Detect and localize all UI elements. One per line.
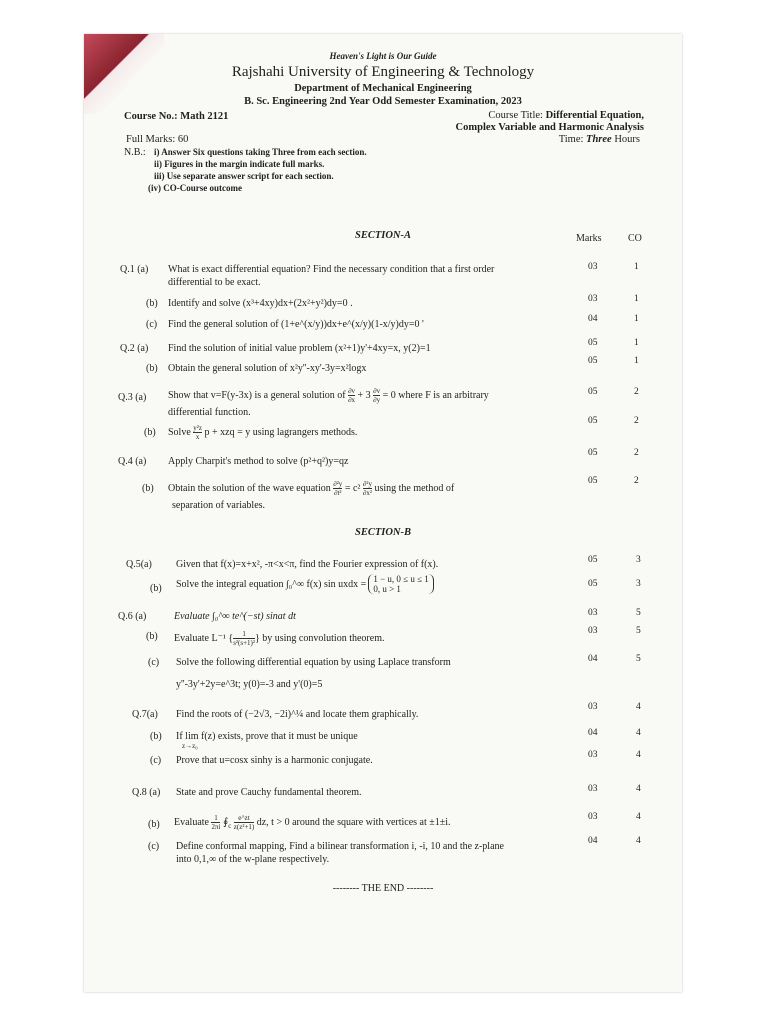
q5a-marks: 05 <box>588 555 598 565</box>
q2b-number: (b) <box>146 363 158 374</box>
q4b-text: Obtain the solution of the wave equation $\frac{\text{∂²y}}{\text{∂t²}}$ = c² $\frac{\text{∂²y}}{\text{∂x²}}$ using the method of <box>168 480 455 497</box>
q2b-marks: 05 <box>588 356 598 366</box>
q7a-co: 4 <box>636 702 641 712</box>
q6a-text: Evaluate ∫₀^∞ te^(−st) sinat dt <box>174 611 296 622</box>
q1c-text: Find the general solution of (1+e^(x/y))dx+e^(x/y)(1-x/y)dy=0 ' <box>168 319 424 330</box>
q3a-co: 2 <box>634 387 639 397</box>
q1a-text-cont: differential to be exact. <box>168 277 261 288</box>
q4b-number: (b) <box>142 483 154 494</box>
course-number: Course No.: Math 2121 <box>124 111 229 122</box>
department-name: Department of Mechanical Engineering <box>294 83 472 94</box>
q3a-text: Show that v=F(y-3x) is a general solution of $\frac{\partial v}{\partial x}$ + 3 $\frac{\partial v}{\partial y}$ = 0 where F is an arbitrary <box>168 387 489 404</box>
q5b-text: Solve the integral equation ∫₀^∞ f(x) sin uxdx = 1 − u, 0 ≤ u ≤ 1 0, u > 1 <box>176 574 434 594</box>
q2b-text: Obtain the general solution of x²y''-xy'-3y=x²logx <box>168 363 367 374</box>
q5a-text: Given that f(x)=x+x², -π<x<π, find the Fourier expression of f(x). <box>176 559 439 570</box>
q7b-text: If lim f(z) exists, prove that it must be unique <box>176 731 358 742</box>
q8c-co: 4 <box>636 836 641 846</box>
nb-label: N.B.: <box>124 147 146 158</box>
section-a-title: SECTION-A <box>354 230 411 241</box>
q3b-co: 2 <box>634 416 639 426</box>
q7c-co: 4 <box>636 750 641 760</box>
q4a-text: Apply Charpit's method to solve (p²+q²)y=qz <box>168 456 349 467</box>
course-title-line2: Complex Variable and Harmonic Analysis <box>455 122 644 133</box>
q1b-number: (b) <box>146 298 158 309</box>
q5b-marks: 05 <box>588 579 598 589</box>
q7a-text: Find the roots of (−2√3, −2i)^¼ and locate them graphically. <box>176 709 419 720</box>
q1a-co: 1 <box>634 262 639 272</box>
q6b-marks: 03 <box>588 626 598 636</box>
q8a-marks: 03 <box>588 784 598 794</box>
q3b-marks: 05 <box>588 416 598 426</box>
q4a-marks: 05 <box>588 448 598 458</box>
q7c-marks: 03 <box>588 750 598 760</box>
q3a-marks: 05 <box>588 387 598 397</box>
q6c-text: Solve the following differential equation by using Laplace transform <box>176 657 451 668</box>
full-marks: Full Marks: 60 <box>126 134 189 145</box>
q2a-text: Find the solution of initial value problem (x²+1)y'+4xy=x, y(2)=1 <box>168 343 431 354</box>
q3b-number: (b) <box>144 427 156 438</box>
marks-header: Marks <box>576 233 602 244</box>
q4b-co: 2 <box>634 476 639 486</box>
q7c-number: (c) <box>150 755 162 766</box>
q7b-limit-sub: z→z₀ <box>182 742 198 750</box>
q2b-co: 1 <box>634 356 639 366</box>
q5a-co: 3 <box>636 555 641 565</box>
q7b-co: 4 <box>636 728 641 738</box>
q7a-number: Q.7(a) <box>132 709 158 720</box>
q8c-marks: 04 <box>588 836 598 846</box>
time-allowed: Time: Three Hours <box>558 134 640 145</box>
q6a-number: Q.6 (a) <box>118 611 147 622</box>
q4b-marks: 05 <box>588 476 598 486</box>
q6b-number: (b) <box>146 631 158 642</box>
q6a-marks: 03 <box>588 608 598 618</box>
q7c-text: Prove that u=cosx sinhy is a harmonic conjugate. <box>176 755 373 766</box>
q8a-number: Q.8 (a) <box>132 787 161 798</box>
q6c-text-cont: y''-3y'+2y=e^3t; y(0)=-3 and y'(0)=5 <box>176 679 323 690</box>
note-3: iii) Use separate answer script for each section. <box>154 171 334 181</box>
q5b-co: 3 <box>636 579 641 589</box>
q2a-co: 1 <box>634 338 639 348</box>
q8b-co: 4 <box>636 812 641 822</box>
q8a-text: State and prove Cauchy fundamental theorem. <box>176 787 362 798</box>
q8c-text: Define conformal mapping, Find a bilinear transformation i, -i, 10 and the z-plane <box>176 841 504 852</box>
q3a-text-cont: differential function. <box>168 407 251 418</box>
q1b-marks: 03 <box>588 294 598 304</box>
q1a-marks: 03 <box>588 262 598 272</box>
note-2: ii) Figures in the margin indicate full marks. <box>154 159 325 169</box>
note-1: i) Answer Six questions taking Three from each section. <box>154 147 367 157</box>
q4b-text-cont: separation of variables. <box>172 500 266 511</box>
q4a-number: Q.4 (a) <box>118 456 147 467</box>
q1c-marks: 04 <box>588 314 598 324</box>
q7b-marks: 04 <box>588 728 598 738</box>
the-end: -------- THE END -------- <box>332 883 434 894</box>
q3b-text: Solve $\frac{\text{y²z}}{x}$ p + xzq = y using lagrangers methods. <box>168 424 358 441</box>
note-4: (iv) CO-Course outcome <box>148 183 242 193</box>
q8b-number: (b) <box>148 819 160 830</box>
q6c-marks: 04 <box>588 654 598 664</box>
q1a-number: Q.1 (a) <box>120 264 149 275</box>
q6b-co: 5 <box>636 626 641 636</box>
course-title-line1: Course Title: Differential Equation, <box>488 110 644 121</box>
q3a-number: Q.3 (a) <box>118 392 147 403</box>
q1b-co: 1 <box>634 294 639 304</box>
q8a-co: 4 <box>636 784 641 794</box>
q4a-co: 2 <box>634 448 639 458</box>
co-header: CO <box>628 233 642 244</box>
q1c-co: 1 <box>634 314 639 324</box>
q1b-text: Identify and solve (x³+4xy)dx+(2x²+y²)dy=0 . <box>168 298 353 309</box>
q5b-number: (b) <box>150 583 162 594</box>
q8b-text: Evaluate $\frac{1}{2\pi i}$ $∮_c$ $\frac{e\^{}zt}{\text{z(z²+1)}}$ dz, t > 0 around the square with vertices at ±1±i. <box>174 814 451 831</box>
university-name: Rajshahi University of Engineering & Technology <box>231 64 535 80</box>
q7b-number: (b) <box>150 731 162 742</box>
q8b-marks: 03 <box>588 812 598 822</box>
q5a-number: Q.5(a) <box>126 559 152 570</box>
q8c-text-cont: into 0,1,∞ of the w-plane respectively. <box>176 854 330 865</box>
q6c-number: (c) <box>148 657 160 668</box>
motto: Heaven's Light is Our Guide <box>329 51 437 61</box>
q6b-text: Evaluate L⁻¹ { $\frac{1}{\text{s²(s+1)²}}$ } by using convolution theorem. <box>174 630 385 647</box>
q7a-marks: 03 <box>588 702 598 712</box>
q1c-number: (c) <box>146 319 158 330</box>
q2a-number: Q.2 (a) <box>120 343 149 354</box>
exam-paper <box>84 34 682 992</box>
section-b-title: SECTION-B <box>354 527 411 538</box>
q6c-co: 5 <box>636 654 641 664</box>
q2a-marks: 05 <box>588 338 598 348</box>
q1a-text: What is exact differential equation? Find the necessary condition that a first order <box>168 264 495 275</box>
q8c-number: (c) <box>148 841 160 852</box>
exam-title: B. Sc. Engineering 2nd Year Odd Semester Examination, 2023 <box>244 96 522 107</box>
q6a-co: 5 <box>636 608 641 618</box>
